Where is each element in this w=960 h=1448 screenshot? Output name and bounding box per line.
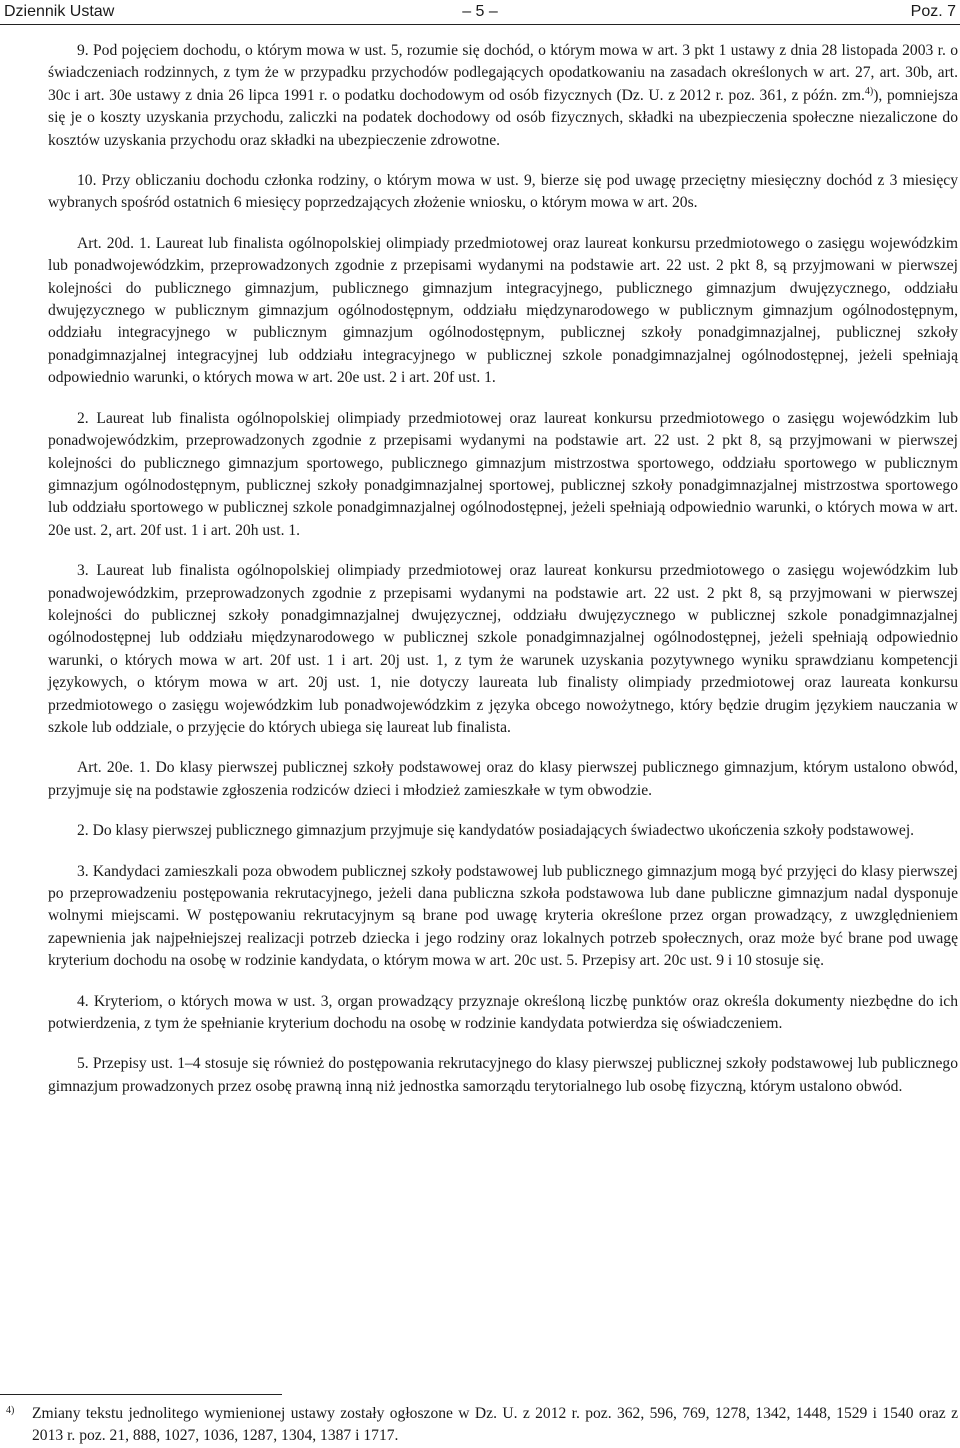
article-20e-5: 5. Przepisy ust. 1–4 stosuje się również do postępowania rekrutacyjnego do klasy pierwszej publicznej szkoły podstawowej lub publicznego gimnazjum prowadzonych przez osobę prawną inną niż jednostka samorządu terytorialnego lub osobę fizyczną, którym ustalono obwód. bbox=[48, 1055, 958, 1095]
document-body bbox=[48, 40, 958, 1116]
article-20e-3: 3. Kandydaci zamieszkali poza obwodem publicznej szkoły podstawowej lub publicznego gimnazjum mogą być przyjęci do klasy pierwszej po przeprowadzeniu postępowania rekrutacyjnego, jeżeli dana publiczna szkoła podstawowa lub dane publiczne gimnazjum nadal dysponuje wolnymi miejscami. W postępowaniu rekrutacyjnym są brane pod uwagę kryteria określone przez organ prowadzący, z uwzględnieniem zapewnienia jak najpełniejszej realizacji potrzeb dziecka i jego rodziny oraz lokalnych potrzeb społecznych, oraz może być brane pod uwagę kryterium dochodu na osobę w rodzinie kandydata, o którym mowa w art. 20c ust. 5. Przepisy art. 20c ust. 9 i 10 stosuje się. bbox=[48, 862, 958, 970]
article-20d-2: 2. Laureat lub finalista ogólnopolskiej olimpiady przedmiotowej oraz laureat konkursu przedmiotowego o zasięgu wojewódzkim lub ponadwojewódzkim, przeprowadzonych zgodnie z przepisami wydanymi na podstawie art. 22 ust. 2 pkt 8, są przyjmowani w pierwszej kolejności do publicznego gimnazjum sportowego, publicznego gimnazjum mistrzostwa sportowego, oddziału sportowego w publicznym gimnazjum ogólnodostępnym, publicznej szkoły ponadgimnazjalnej sportowej, publicznej szkoły ponadgimnazjalnej mistrzostwa sportowego lub oddziału sportowego w publicznej szkole ponadgimnazjalnej ogólnodostępnej, jeżeli spełniają odpowiednio warunki, o których mowa w art. 20e ust. 2, art. 20f ust. 1 i art. 20h ust. 1. bbox=[48, 409, 958, 539]
article-20d-1: Art. 20d. 1. Laureat lub finalista ogólnopolskiej olimpiady przedmiotowej oraz laureat konkursu przedmiotowego o zasięgu wojewódzkim lub ponadwojewódzkim, przeprowadzonych zgodnie z przepisami wydanymi na podstawie art. 22 ust. 2 pkt 8, są przyjmowani w pierwszej kolejności do publicznego gimnazjum, publicznego gimnazjum integracyjnego, publicznego gimnazjum dwujęzycznego, oddziału dwujęzycznego w publicznym gimnazjum ogólnodostępnym, oddziału międzynarodowego w publicznym gimnazjum ogólnodostępnym, oddziału integracyjnego w publicznym gimnazjum ogólnodostępnym, publicznej szkoły ponadgimnazjalnej, publicznej szkoły ponadgimnazjalnej integracyjnej lub oddziału integracyjnego w publicznej szkole ponadgimnazjalnej ogólnodostępnej, jeżeli spełniają odpowiednio warunki, o których mowa w art. 20e ust. 2 i art. 20f ust. 1. bbox=[48, 234, 958, 387]
footnote-text: Zmiany tekstu jednolitego wymienionej ustawy zostały ogłoszone w Dz. U. z 2012 r. poz. 362, 596, 769, 1278, 1342, 1448, 1529 i 1540 oraz z 2013 r. poz. 21, 888, 1027, 1036, 1287, 1304, 1387 i 1717. bbox=[32, 1405, 958, 1445]
journal-title: Dziennik Ustaw bbox=[4, 3, 115, 20]
article-20e-1: Art. 20e. 1. Do klasy pierwszej publicznej szkoły podstawowej oraz do klasy pierwszej publicznego gimnazjum, którym ustalono obwód, przyjmuje się na podstawie zgłoszenia rodziców dzieci i młodzież zamieszkałe w tym obwodzie. bbox=[48, 759, 958, 799]
position-number: Poz. 7 bbox=[910, 3, 956, 20]
article-20e-2: 2. Do klasy pierwszej publicznego gimnazjum przyjmuje się kandydatów posiadających świadectwo ukończenia szkoły podstawowej. bbox=[77, 822, 915, 840]
article-20e-4: 4. Kryteriom, o których mowa w ust. 3, organ prowadzący przyznaje określoną liczbę punktów oraz określa dokumenty niezbędne do ich potwierdzenia, z tym że spełnianie kryterium dochodu na osobę w rodzinie kandydata potwierdza się oświadczeniem. bbox=[48, 992, 958, 1033]
footnote-mark: 4) bbox=[6, 1405, 15, 1416]
paragraph-10: 10. Przy obliczaniu dochodu członka rodziny, o którym mowa w ust. 9, bierze się pod uwagę przeciętny miesięczny dochód z 3 miesięcy wybranych spośród ostatnich 6 miesięcy poprzedzających złożenie wniosku, o którym mowa w art. 20s. bbox=[48, 172, 958, 212]
footnote-reference[interactable]: 4) bbox=[864, 85, 874, 97]
page-header bbox=[0, 0, 960, 25]
article-20d-3: 3. Laureat lub finalista ogólnopolskiej olimpiady przedmiotowej oraz laureat konkursu przedmiotowego o zasięgu wojewódzkim lub ponadwojewódzkim, przeprowadzonych zgodnie z przepisami wydanymi na podstawie art. 22 ust. 2 pkt 8, są przyjmowani w pierwszej kolejności do publicznej szkoły ponadgimnazjalnej dwujęzycznej, oddziału dwujęzycznego w publicznej szkole ponadgimnazjalnej ogólnodostępnej lub oddziału międzynarodowego w publicznej szkole ponadgimnazjalnej ogólnodostępnej, jeżeli spełniają odpowiednio warunki, o których mowa w art. 20f ust. 1 i art. 20j ust. 1, z tym że warunek uzyskania pozytywnego wyniku sprawdzianu kompetencji językowych, o którym mowa w art. 20j ust. 1, nie dotyczy laureata lub finalisty olimpiady przedmiotowej oraz laureata konkursu przedmiotowego o zasięgu wojewódzkim lub ponadwojewódzkim z języka obcego nowożytnego, który będzie drugim językiem nauczania w szkole lub oddziale, o przyjęcie do których ubiega się laureat lub finalista. bbox=[48, 562, 958, 736]
paragraph-9: 9. Pod pojęciem dochodu, o którym mowa w ust. 5, rozumie się dochód, o którym mowa w art. 3 pkt 1 ustawy z dnia 28 listopada 2003 r. o świadczeniach rodzinnych, z tym że w przypadku przychodów podlegających opodatkowaniu na zasadach określonych w art. 27, art. 30b, art. 30c i art. 30e ustawy z dnia 26 lipca 1991 r. o podatku dochodowym od osób fizycznych (Dz. U. z 2012 r. poz. 361, z późn. zm.$^{4)}$), pomniejsza się je o koszty uzyskania przychodu, zaliczki na podatek dochodowy od osób fizycznych, składki na ubezpieczenia społeczne niezaliczone do kosztów uzyskania przychodu oraz składki na ubezpieczenie zdrowotne. bbox=[48, 42, 958, 149]
footnote-divider bbox=[0, 1394, 282, 1395]
page-number: – 5 – bbox=[462, 3, 498, 20]
